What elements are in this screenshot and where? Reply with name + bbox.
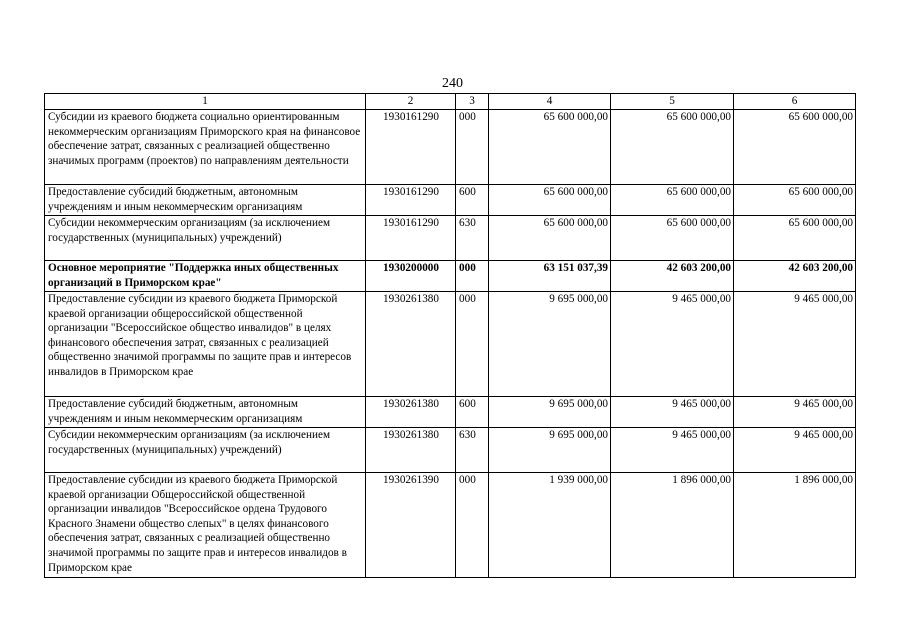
row-amount-col4: 9 695 000,00 — [489, 292, 611, 397]
row-name: Предоставление субсидии из краевого бюджета Приморской краевой организации общероссийской общественной организации "Всероссийское общество инвалидов" в целях финансового обеспечения затрат, связанных с реализацией общественно значимой программы по защите прав и интересов инвалидов в Приморском крае — [45, 292, 366, 397]
row-target-code: 1930261380 — [366, 292, 456, 397]
row-amount-col5: 1 896 000,00 — [611, 473, 734, 578]
row-amount-col4: 65 600 000,00 — [489, 216, 611, 261]
row-amount-col6: 9 465 000,00 — [734, 397, 856, 428]
column-header: 4 — [489, 94, 611, 110]
row-target-code: 1930261380 — [366, 428, 456, 473]
row-amount-col6: 65 600 000,00 — [734, 185, 856, 216]
row-target-code: 1930161290 — [366, 185, 456, 216]
row-amount-col6: 42 603 200,00 — [734, 261, 856, 292]
row-amount-col5: 9 465 000,00 — [611, 292, 734, 397]
row-target-code: 1930200000 — [366, 261, 456, 292]
row-amount-col4: 9 695 000,00 — [489, 397, 611, 428]
row-name: Предоставление субсидии из краевого бюджета Приморской краевой организации Общероссийской общественной организации инвалидов "Всероссийское ордена Трудового Красного Знамени общество слепых" в целях финансового обеспечения затрат, связанных с реализацией общественно значимой программы по защите прав и интересов инвалидов в Приморском крае — [45, 473, 366, 578]
table-row — [45, 292, 856, 397]
table-row — [45, 428, 856, 473]
row-target-code: 1930161290 — [366, 110, 456, 185]
row-amount-col6: 9 465 000,00 — [734, 428, 856, 473]
table-row — [45, 110, 856, 185]
row-amount-col4: 63 151 037,39 — [489, 261, 611, 292]
table-row — [45, 185, 856, 216]
column-header: 2 — [366, 94, 456, 110]
table-row — [45, 216, 856, 261]
row-target-code: 1930261380 — [366, 397, 456, 428]
table-header-row — [45, 94, 856, 110]
row-amount-col6: 65 600 000,00 — [734, 216, 856, 261]
row-expense-type: 000 — [456, 292, 489, 397]
row-amount-col4: 65 600 000,00 — [489, 185, 611, 216]
row-amount-col6: 65 600 000,00 — [734, 110, 856, 185]
row-amount-col5: 65 600 000,00 — [611, 216, 734, 261]
row-amount-col5: 9 465 000,00 — [611, 428, 734, 473]
row-expense-type: 630 — [456, 428, 489, 473]
column-header: 6 — [734, 94, 856, 110]
row-amount-col6: 1 896 000,00 — [734, 473, 856, 578]
row-expense-type: 000 — [456, 473, 489, 578]
row-name: Субсидии из краевого бюджета социально ориентированным некоммерческим организациям Приморского края на финансовое обеспечение затрат, связанных с реализацией общественно значимых программ (проектов) по направлениям деятельности — [45, 110, 366, 185]
row-amount-col5: 65 600 000,00 — [611, 185, 734, 216]
row-amount-col5: 65 600 000,00 — [611, 110, 734, 185]
row-expense-type: 600 — [456, 397, 489, 428]
row-name: Предоставление субсидий бюджетным, автономным учреждениям и иным некоммерческим организациям — [45, 185, 366, 216]
column-header: 3 — [456, 94, 489, 110]
row-amount-col5: 42 603 200,00 — [611, 261, 734, 292]
page-number: 240 — [442, 76, 463, 91]
table-row — [45, 261, 856, 292]
column-header: 1 — [45, 94, 366, 110]
row-amount-col6: 9 465 000,00 — [734, 292, 856, 397]
row-amount-col5: 9 465 000,00 — [611, 397, 734, 428]
row-amount-col4: 65 600 000,00 — [489, 110, 611, 185]
table-row — [45, 473, 856, 578]
row-amount-col4: 9 695 000,00 — [489, 428, 611, 473]
row-target-code: 1930261390 — [366, 473, 456, 578]
row-name: Субсидии некоммерческим организациям (за исключением государственных (муниципальных) учреждений) — [45, 428, 366, 473]
row-expense-type: 630 — [456, 216, 489, 261]
row-expense-type: 000 — [456, 261, 489, 292]
row-name: Предоставление субсидий бюджетным, автономным учреждениям и иным некоммерческим организациям — [45, 397, 366, 428]
table-row — [45, 397, 856, 428]
row-name: Субсидии некоммерческим организациям (за исключением государственных (муниципальных) учреждений) — [45, 216, 366, 261]
row-name: Основное мероприятие "Поддержка иных общественных организаций в Приморском крае" — [45, 261, 366, 292]
column-header: 5 — [611, 94, 734, 110]
row-expense-type: 000 — [456, 110, 489, 185]
budget-table — [44, 93, 856, 578]
row-target-code: 1930161290 — [366, 216, 456, 261]
row-expense-type: 600 — [456, 185, 489, 216]
row-amount-col4: 1 939 000,00 — [489, 473, 611, 578]
